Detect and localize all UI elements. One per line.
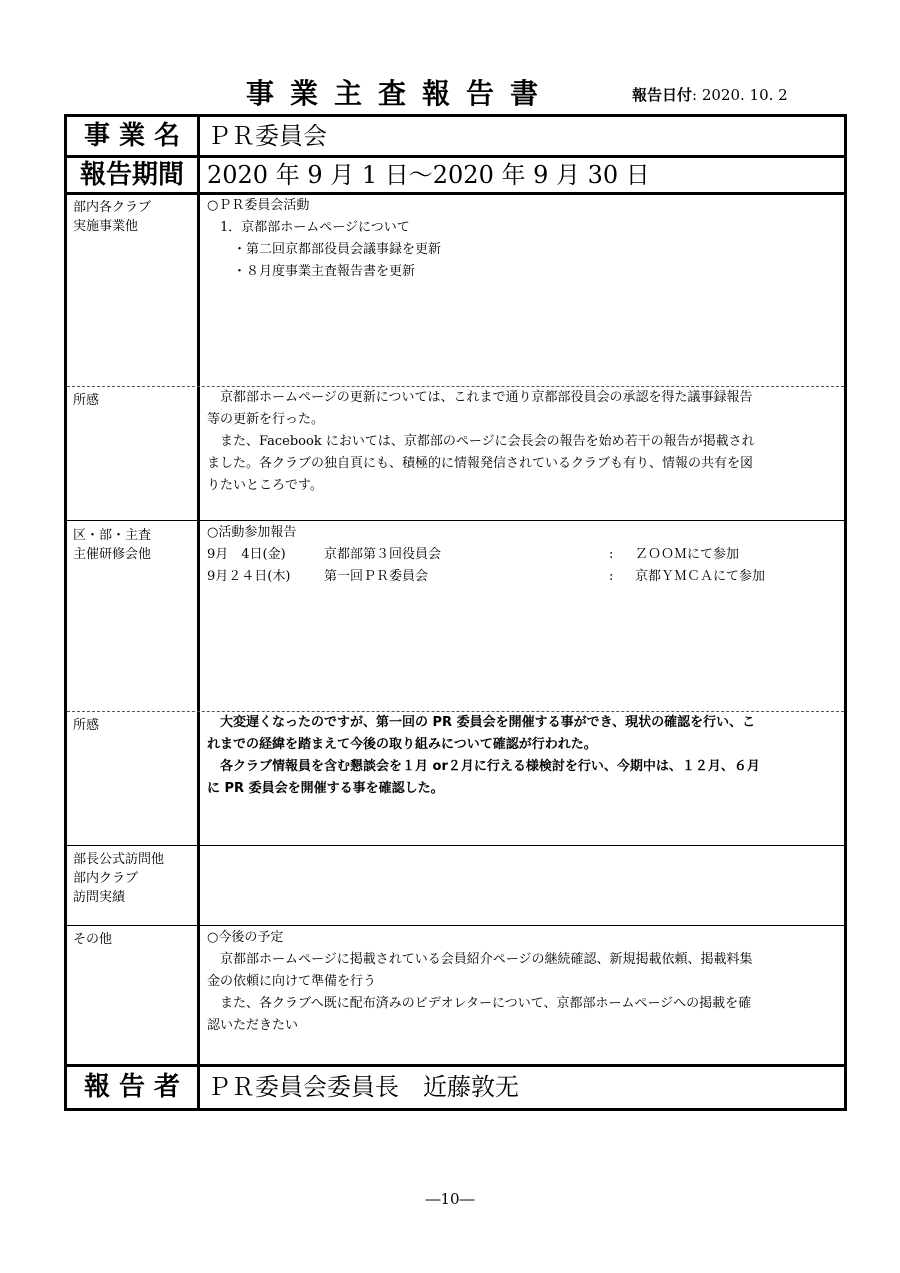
impression1-label: 所感 xyxy=(73,393,100,408)
activity-date: 9月 4日(金) xyxy=(207,547,286,562)
text-line: 1．京都部ホームページについて xyxy=(207,220,410,235)
report-date-value: : 2020. 10. 2 xyxy=(692,86,788,104)
section-heading: ○活動参加報告 xyxy=(207,525,297,540)
text-line: 各クラブ情報員を含む懇談会を１月 or２月に行える様検討を行い、今期中は、１２月、６月 xyxy=(207,759,760,774)
text-line: 京都部ホームページの更新については、これまで通り京都部役員会の承認を得た議事録報告 xyxy=(207,390,753,405)
other-content xyxy=(207,927,841,1037)
text-line: ○今後の予定 xyxy=(207,930,284,945)
row-divider xyxy=(67,520,844,521)
activity-event: 京都部第３回役員会 xyxy=(324,547,442,562)
report-date-label: 報告日付 xyxy=(632,86,693,104)
text-line: 等の更新を行った。 xyxy=(207,412,325,427)
text-line: また、Facebook においては、京都部のページに会長会の報告を始め若干の報告が掲載され xyxy=(207,434,755,449)
text-line: 大変遅くなったのですが、第一回の PR 委員会を開催する事ができ、現状の確認を行い、こ xyxy=(207,715,756,730)
text-line: 認いただきたい xyxy=(207,1018,299,1033)
row-divider xyxy=(67,845,844,846)
report-date xyxy=(632,84,788,105)
impression2-content xyxy=(207,712,841,800)
document-title: 事業主査報告書 xyxy=(245,77,554,110)
reporter-label: 報 告 者 xyxy=(83,1072,181,1102)
row-divider xyxy=(67,925,844,926)
text-line: 金の依頼に向けて準備を行う xyxy=(207,974,377,989)
activity-date: 9月２４日(木) xyxy=(207,569,291,584)
text-line: りたいところです。 xyxy=(207,478,323,493)
text-line: ・第二回京都部役員会議事録を更新 xyxy=(207,242,442,257)
activity-event: 第一回ＰＲ委員会 xyxy=(324,569,429,584)
activity-row xyxy=(207,566,841,588)
text-line: れまでの経緯を踏まえて今後の取り組みについて確認が行われた。 xyxy=(207,737,597,752)
text-line: 京都部ホームページに掲載されている会員紹介ページの継続確認、新規掲載依頼、掲載料集 xyxy=(207,952,753,967)
visits-label: 部長公式訪問他 部内クラブ 訪問実績 xyxy=(73,852,165,905)
other-label: その他 xyxy=(73,932,113,947)
club-events-content xyxy=(207,195,841,283)
text-line: ・８月度事業主査報告書を更新 xyxy=(207,264,416,279)
text-line: ました。各クラブの独自頁にも、積極的に情報発信されているクラブも有り、情報の共有を図 xyxy=(207,456,754,471)
activity-separator: : xyxy=(609,569,614,584)
project-value: ＰＲ委員会 xyxy=(207,122,327,150)
seminars-content xyxy=(207,522,841,588)
period-value: 2020 年 9 月 1 日～2020 年 9 月 30 日 xyxy=(207,161,650,189)
club-events-label: 部内各クラブ 実施事業他 xyxy=(73,200,152,234)
seminars-label: 区・部・主査 主催研修会他 xyxy=(73,528,152,562)
text-line: ○ＰＲ委員会活動 xyxy=(207,198,310,213)
activity-note: ＺＯＯＭにて参加 xyxy=(635,547,740,562)
project-label: 事 業 名 xyxy=(83,121,181,151)
text-line: に PR 委員会を開催する事を確認した。 xyxy=(207,781,444,796)
period-label: 報告期間 xyxy=(79,160,184,190)
text-line: また、各クラブへ既に配布済みのビデオレターについて、京都部ホームページへの掲載を確 xyxy=(207,996,752,1011)
activity-note: 京都ＹＭＣＡにて参加 xyxy=(635,569,766,584)
page-number: ―10― xyxy=(425,1190,475,1208)
row-divider xyxy=(67,1064,844,1067)
impression2-label: 所感 xyxy=(73,718,100,733)
column-divider xyxy=(197,117,200,1108)
activity-separator: : xyxy=(609,547,614,562)
reporter-value: ＰＲ委員会委員長 近藤敦无 xyxy=(207,1073,519,1101)
activity-row xyxy=(207,544,841,566)
impression1-content xyxy=(207,387,841,497)
report-table xyxy=(64,114,847,1111)
